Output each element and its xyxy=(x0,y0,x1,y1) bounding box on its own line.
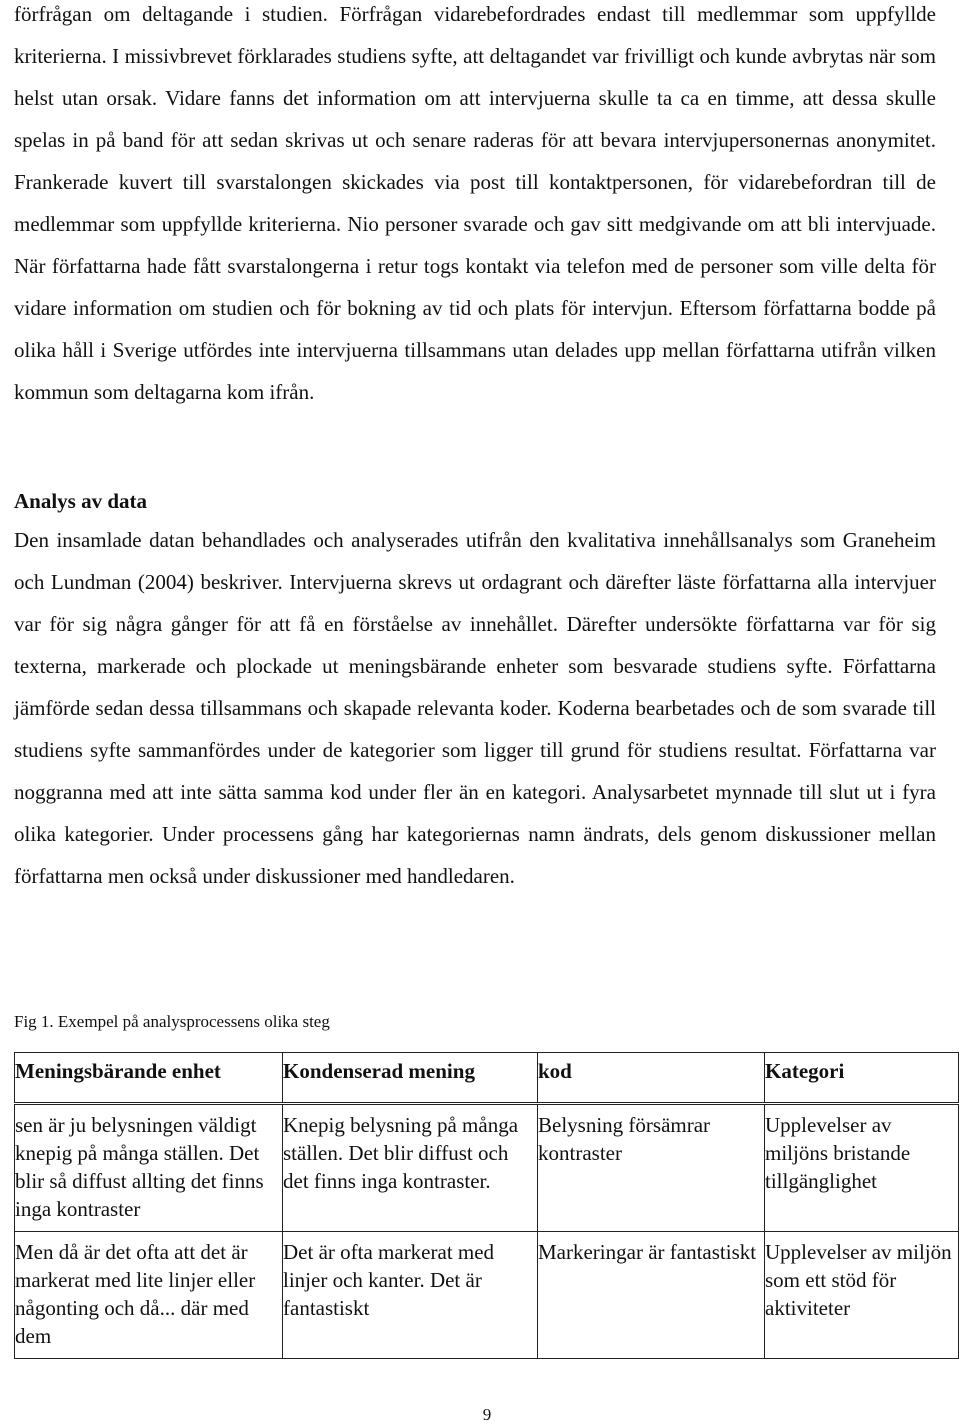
table-header-cell xyxy=(538,1053,765,1104)
header-meningsbarande-enhet: Meningsbärande enhet xyxy=(15,1059,221,1083)
table-row xyxy=(15,1232,959,1359)
body-paragraph-recruitment: förfrågan om deltagande i studien. Förfrågan vidarebefordrades endast till medlemmar som uppfyllde kriterierna. I missivbrevet förklarades studiens syfte, att deltagandet var frivilligt och kunde avbrytas när som helst utan orsak. Vidare fanns det information om att intervjuerna skulle ta ca en timme, att dessa skulle spelas in på band för att sedan skrivas ut och senare raderas för att bevara intervjupersonernas anonymitet. Frankerade kuvert till svarstalongen skickades via post till kontaktpersonen, för vidarebefordran till de medlemmar som uppfyllde kriterierna. Nio personer svarade och gav sitt medgivande om att bli intervjuade. När författarna hade fått svarstalongerna i retur togs kontakt via telefon med de personer som ville delta för vidare information om studien och för bokning av tid och plats för intervjun. Eftersom författarna bodde på olika håll i Sverige utfördes inte intervjuerna tillsammans utan delades upp mellan författarna utifrån vilken kommun som deltagarna kom ifrån. xyxy=(14,2,936,404)
cell-kod: Belysning försämrar kontraster xyxy=(538,1113,711,1165)
table-header-row xyxy=(15,1053,959,1104)
table-cell xyxy=(765,1232,959,1359)
table-header-cell xyxy=(15,1053,283,1104)
header-kod: kod xyxy=(538,1059,572,1083)
table-cell xyxy=(15,1232,283,1359)
table-cell xyxy=(15,1104,283,1232)
body-paragraph-analysis: Den insamlade datan behandlades och analyserades utifrån den kvalitativa innehållsanalys som Graneheim och Lundman (2004) beskriver. Intervjuerna skrevs ut ordagrant och därefter läste författarna alla intervjuer var för sig några gånger för att få en förståelse av innehållet. Därefter undersökte författarna var för sig texterna, markerade och plockade ut meningsbärande enheter som besvarade studiens syfte. Författarna jämförde sedan dessa tillsammans och skapade relevanta koder. Koderna bearbetades och de som svarade till studiens syfte sammanfördes under de kategorier som ligger till grund för studiens resultat. Författarna var noggranna med att inte sätta samma kod under fler än en kategori. Analysarbetet mynnade till slut ut i fyra olika kategorier. Under processens gång har kategoriernas namn ändrats, dels genom diskussioner mellan författarna men också under diskussioner med handledaren. xyxy=(14,528,936,888)
table-row xyxy=(15,1104,959,1232)
cell-meningsbarande-enhet: Men då är det ofta att det är markerat med lite linjer eller någonting och då... där med dem xyxy=(15,1240,256,1348)
cell-meningsbarande-enhet: sen är ju belysningen väldigt knepig på många ställen. Det blir så diffust allting det finns inga kontraster xyxy=(15,1113,264,1221)
table-header-cell xyxy=(283,1053,538,1104)
table-cell xyxy=(283,1104,538,1232)
cell-kategori: Upplevelser av miljön som ett stöd för aktiviteter xyxy=(765,1240,952,1320)
header-kategori: Kategori xyxy=(765,1059,845,1083)
table-cell xyxy=(538,1104,765,1232)
section-heading-analys-av-data: Analys av data xyxy=(14,489,148,513)
page-number: 9 xyxy=(482,1405,492,1424)
cell-kategori: Upplevelser av miljöns bristande tillgänglighet xyxy=(765,1113,911,1193)
table-cell xyxy=(283,1232,538,1359)
cell-kod: Markeringar är fantastiskt xyxy=(538,1240,757,1264)
figure-caption: Fig 1. Exempel på analysprocessens olika steg xyxy=(14,1012,330,1031)
header-kondenserad-mening: Kondenserad mening xyxy=(283,1059,475,1083)
table-cell xyxy=(538,1232,765,1359)
table-header-cell xyxy=(765,1053,959,1104)
cell-kondenserad-mening: Knepig belysning på många ställen. Det blir diffust och det finns inga kontraster. xyxy=(283,1113,519,1193)
analysis-example-table-container xyxy=(14,1052,958,1359)
table-cell xyxy=(765,1104,959,1232)
analysis-example-table xyxy=(14,1052,959,1359)
cell-kondenserad-mening: Det är ofta markerat med linjer och kanter. Det är fantastiskt xyxy=(283,1240,495,1320)
